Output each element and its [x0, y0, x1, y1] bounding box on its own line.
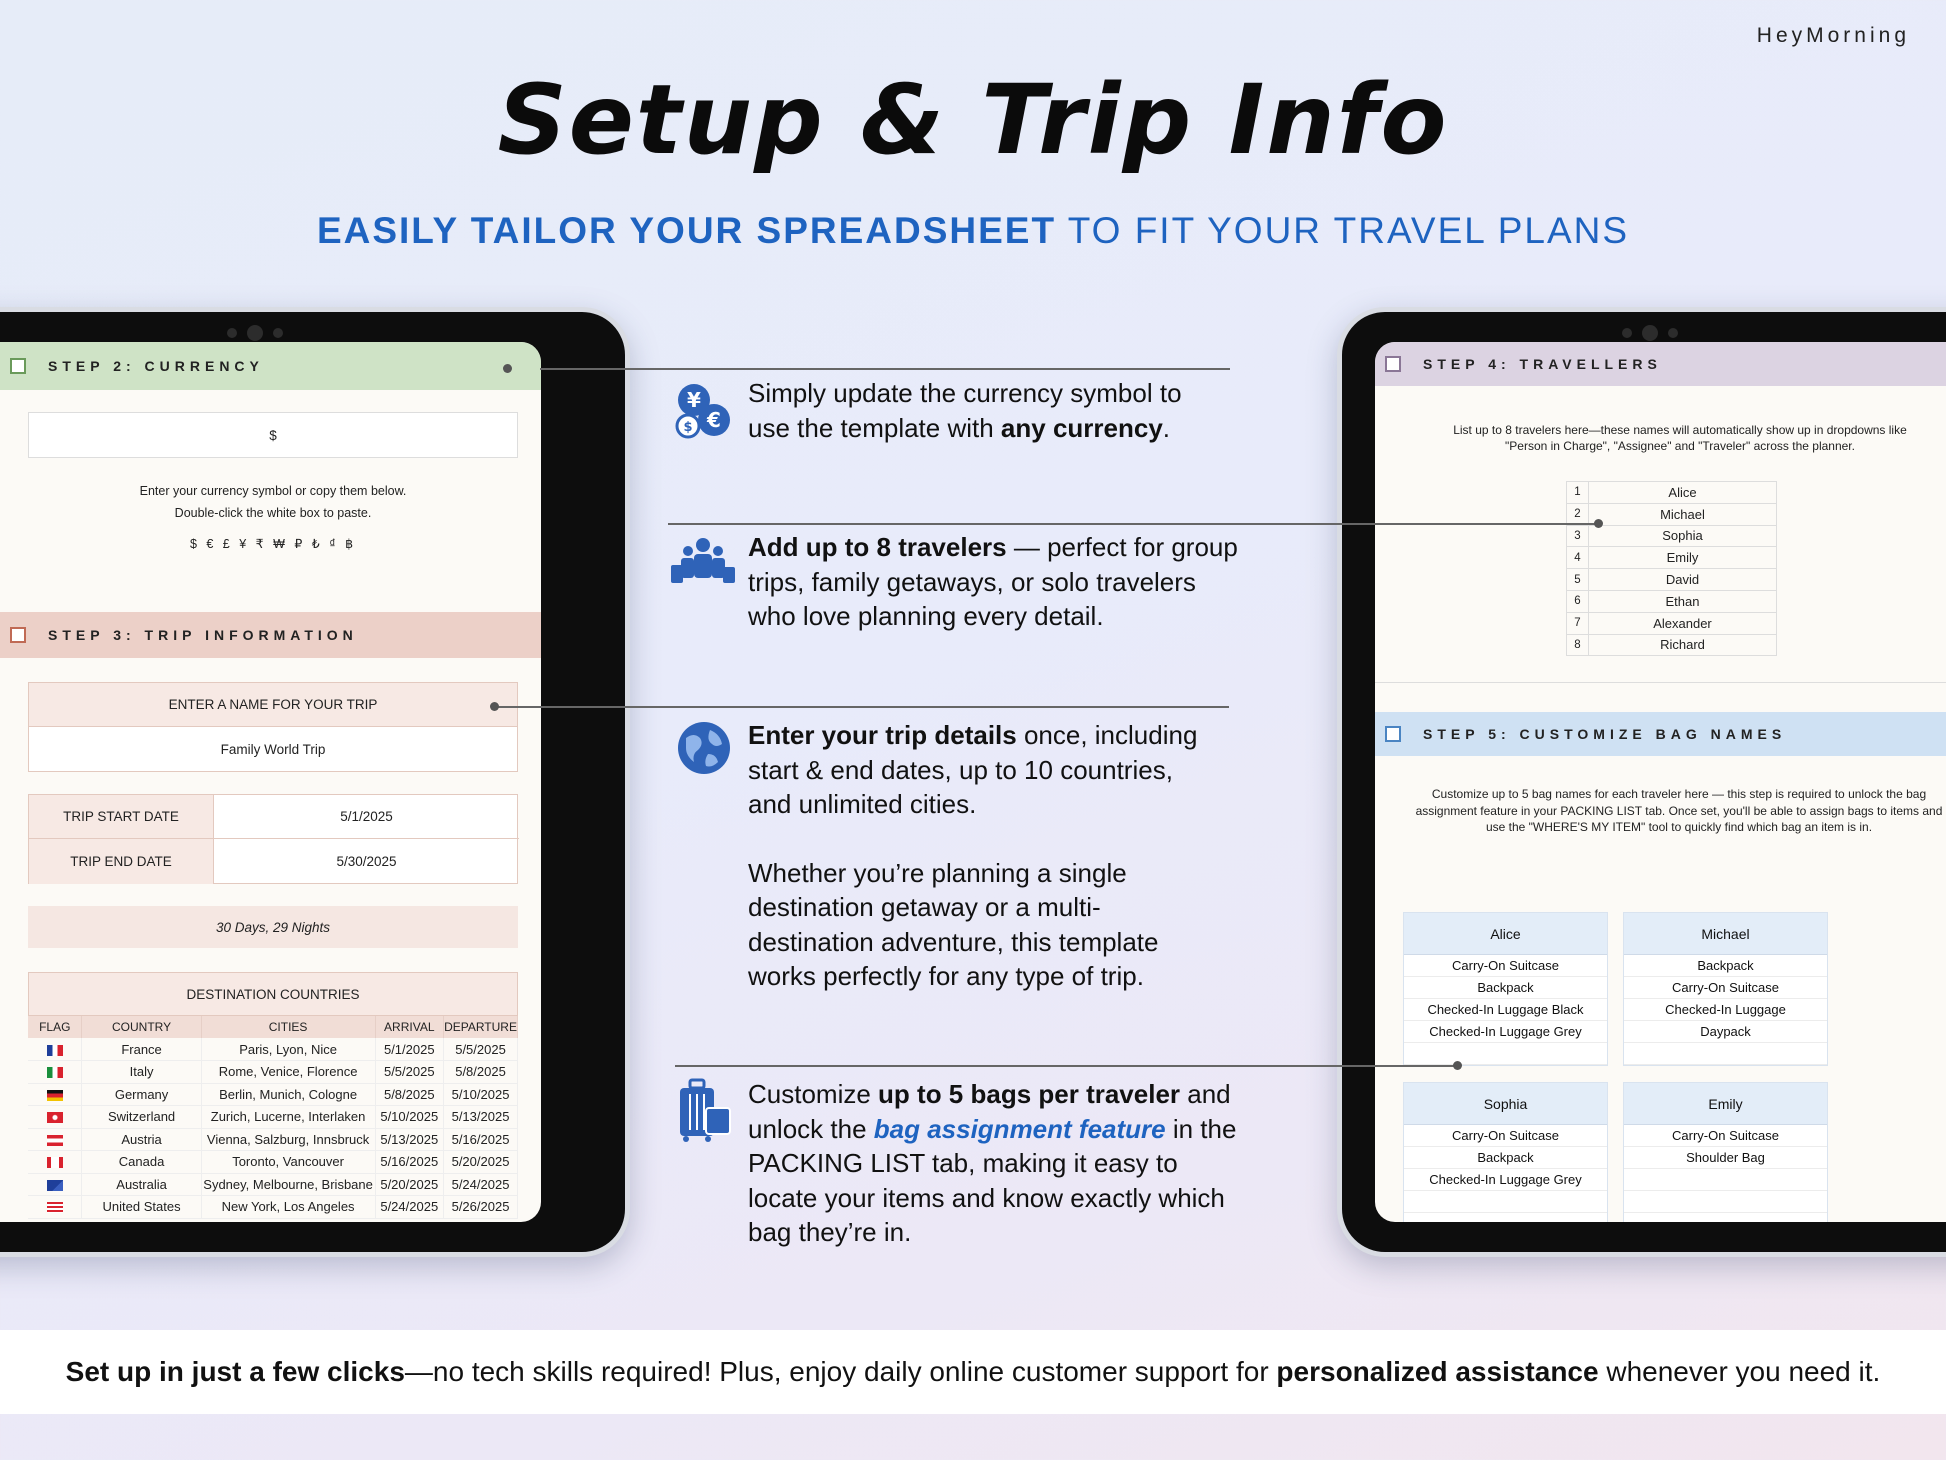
trip-dates-box [28, 794, 518, 884]
bag-name-cell[interactable] [1404, 1213, 1607, 1222]
feature-travelers-bold: Add up to 8 travelers [748, 532, 1007, 562]
bag-card-traveller: Michael [1624, 913, 1827, 955]
traveller-number: 8 [1567, 634, 1589, 656]
trip-duration: 30 Days, 29 Nights [28, 906, 518, 948]
start-date-input[interactable]: 5/1/2025 [214, 795, 519, 839]
dest-departure-cell[interactable]: 5/8/2025 [444, 1061, 518, 1084]
travellers-table [1566, 481, 1777, 656]
bag-name-cell[interactable] [1624, 1191, 1827, 1213]
luggage-icon [676, 1078, 732, 1142]
traveller-row [1567, 525, 1777, 547]
step4-header [1375, 342, 1946, 386]
svg-text:€: € [707, 408, 721, 432]
right-screen [1375, 342, 1946, 1222]
traveller-name-cell[interactable]: Alexander [1589, 612, 1777, 634]
dest-arrival-cell[interactable]: 5/10/2025 [375, 1106, 444, 1129]
left-screen [0, 342, 541, 1222]
travelers-icon [670, 535, 736, 587]
flag-cell [28, 1173, 82, 1196]
traveller-row [1567, 482, 1777, 504]
dest-departure-cell[interactable]: 5/24/2025 [444, 1173, 518, 1196]
feature-bags [748, 1077, 1238, 1250]
table-row [28, 1038, 518, 1061]
bag-name-cell[interactable]: Carry-On Suitcase [1404, 1125, 1607, 1147]
flag-cell [28, 1083, 82, 1106]
connector-dot [490, 702, 499, 711]
flag-cell [28, 1106, 82, 1129]
traveller-number: 2 [1567, 503, 1589, 525]
flag-ca-icon [47, 1157, 63, 1168]
bag-card [1623, 1082, 1828, 1222]
footer-banner [0, 1330, 1946, 1414]
flag-cell [28, 1196, 82, 1219]
dest-country-cell[interactable]: Australia [82, 1173, 201, 1196]
traveller-name-cell[interactable]: Emily [1589, 547, 1777, 569]
table-row [28, 1083, 518, 1106]
brand-logo: HeyMorning [1756, 24, 1910, 47]
step4-help-1: List up to 8 travelers here—these names will automatically show up in dropdowns like [1453, 423, 1907, 437]
dest-cities-cell[interactable]: Paris, Lyon, Nice [201, 1038, 375, 1061]
step5-checkbox[interactable] [1385, 726, 1401, 742]
table-row [28, 1106, 518, 1129]
connector-dot [503, 364, 512, 373]
connector-trip [494, 706, 1229, 708]
currency-help-2: Double-click the white box to paste. [174, 506, 372, 520]
dest-country-cell[interactable]: United States [82, 1196, 201, 1219]
dest-departure-cell[interactable]: 5/5/2025 [444, 1038, 518, 1061]
dest-departure-cell[interactable]: 5/26/2025 [444, 1196, 518, 1219]
step5-title: STEP 5: CUSTOMIZE BAG NAMES [1423, 726, 1787, 742]
bag-name-cell[interactable]: Checked-In Luggage [1624, 999, 1827, 1021]
traveller-number: 3 [1567, 525, 1589, 547]
bag-name-cell[interactable] [1624, 1169, 1827, 1191]
dest-header-cell: FLAG [28, 1016, 82, 1038]
step4-help [1405, 422, 1946, 454]
trip-name-input[interactable]: Family World Trip [220, 742, 326, 757]
step3-title: STEP 3: TRIP INFORMATION [48, 627, 358, 643]
bag-name-cell[interactable]: Backpack [1404, 977, 1607, 999]
bag-name-cell[interactable]: Backpack [1404, 1147, 1607, 1169]
feature-currency [748, 376, 1228, 445]
table-row [28, 1128, 518, 1151]
feature-trip-text: once, including start & end dates, up to 10 countries, and unlimited cities. [748, 720, 1198, 819]
dest-cities-cell[interactable]: Rome, Venice, Florence [201, 1061, 375, 1084]
trip-name-box [28, 682, 518, 772]
connector-dot [1453, 1061, 1462, 1070]
bag-card [1403, 912, 1608, 1066]
traveller-row [1567, 569, 1777, 591]
bag-name-cell[interactable]: Carry-On Suitcase [1624, 1125, 1827, 1147]
table-row [28, 1151, 518, 1174]
dest-departure-cell[interactable]: 5/10/2025 [444, 1083, 518, 1106]
traveller-row [1567, 612, 1777, 634]
feature-trip-para2: Whether you’re planning a single destination getaway or a multi-destination adventure, this template works perfectly for any type of trip. [748, 857, 1159, 991]
dest-departure-cell[interactable]: 5/16/2025 [444, 1128, 518, 1151]
dest-country-cell[interactable]: Italy [82, 1061, 201, 1084]
bag-name-cell[interactable] [1404, 1043, 1607, 1065]
bag-name-cell[interactable]: Checked-In Luggage Grey [1404, 1021, 1607, 1043]
footer-bold-1: Set up in just a few clicks [65, 1356, 405, 1387]
step4-help-2: "Person in Charge", "Assignee" and "Traveler" across the planner. [1505, 439, 1855, 453]
left-tablet [0, 307, 630, 1257]
globe-icon [676, 720, 732, 776]
dest-header-cell: DEPARTURE [444, 1016, 518, 1038]
currency-input[interactable] [28, 412, 518, 458]
dest-arrival-cell[interactable]: 5/5/2025 [375, 1061, 444, 1084]
traveller-name-cell[interactable]: Michael [1589, 503, 1777, 525]
dest-arrival-cell[interactable]: 5/20/2025 [375, 1173, 444, 1196]
dest-country-cell[interactable]: Germany [82, 1083, 201, 1106]
bag-card-traveller: Sophia [1404, 1083, 1607, 1125]
traveller-name-cell[interactable]: Sophia [1589, 525, 1777, 547]
feature-trip-bold: Enter your trip details [748, 720, 1017, 750]
currency-value: $ [269, 427, 277, 443]
dest-cities-cell[interactable]: Berlin, Munich, Cologne [201, 1083, 375, 1106]
dest-cities-cell[interactable]: Zurich, Lucerne, Interlaken [201, 1106, 375, 1129]
bag-name-cell[interactable] [1624, 1043, 1827, 1065]
flag-au-icon [47, 1180, 63, 1191]
traveller-number: 5 [1567, 569, 1589, 591]
svg-text:$: $ [683, 420, 693, 435]
bag-name-cell[interactable]: Shoulder Bag [1624, 1147, 1827, 1169]
traveller-name-cell[interactable]: Richard [1589, 634, 1777, 656]
flag-de-icon [47, 1090, 63, 1101]
bag-card-traveller: Emily [1624, 1083, 1827, 1125]
feature-bags-text2: and unlock the [748, 1079, 1231, 1144]
table-row [28, 1196, 518, 1219]
dest-departure-cell[interactable]: 5/13/2025 [444, 1106, 518, 1129]
traveller-row [1567, 547, 1777, 569]
traveller-name-cell[interactable]: Alice [1589, 482, 1777, 504]
dest-cities-cell[interactable]: Vienna, Salzburg, Innsbruck [201, 1128, 375, 1151]
dest-arrival-cell[interactable]: 5/16/2025 [375, 1151, 444, 1174]
traveller-number: 1 [1567, 482, 1589, 504]
dest-country-cell[interactable]: France [82, 1038, 201, 1061]
footer-text-1: —no tech skills required! Plus, enjoy daily online customer support for [404, 1356, 1277, 1387]
feature-currency-text2: . [1162, 412, 1171, 443]
connector-dot [1594, 519, 1603, 528]
feature-currency-text1: Simply update the currency symbol to use the template with [748, 378, 1182, 443]
bag-name-cell[interactable]: Checked-In Luggage Black [1404, 999, 1607, 1021]
step3-checkbox[interactable] [10, 627, 26, 643]
trip-name-label: ENTER A NAME FOR YOUR TRIP [29, 683, 517, 727]
bag-name-cell[interactable]: Checked-In Luggage Grey [1404, 1169, 1607, 1191]
dest-country-cell[interactable]: Austria [82, 1128, 201, 1151]
camera [1622, 326, 1678, 340]
bag-card [1623, 912, 1828, 1066]
page-subtitle [0, 210, 1946, 252]
currency-symbols: $ € £ ¥ ₹ ₩ ₽ ₺ ₫ ฿ [189, 537, 357, 551]
end-date-label: TRIP END DATE [29, 839, 214, 884]
currency-exchange-icon [672, 380, 734, 442]
dest-arrival-cell[interactable]: 5/1/2025 [375, 1038, 444, 1061]
bag-name-cell[interactable]: Carry-On Suitcase [1624, 977, 1827, 999]
traveller-number: 6 [1567, 590, 1589, 612]
dest-header-cell: ARRIVAL [375, 1016, 444, 1038]
bag-name-cell[interactable] [1624, 1213, 1827, 1222]
traveller-number: 7 [1567, 612, 1589, 634]
flag-cell [28, 1038, 82, 1061]
flag-it-icon [47, 1067, 63, 1078]
destinations-title: DESTINATION COUNTRIES [28, 972, 518, 1016]
end-date-input[interactable]: 5/30/2025 [336, 854, 397, 869]
bag-card [1403, 1082, 1608, 1222]
page-title: Setup & Trip Info [497, 64, 1449, 176]
currency-help-1: Enter your currency symbol or copy them below. [139, 484, 407, 498]
right-tablet [1337, 307, 1946, 1257]
step2-checkbox[interactable] [10, 358, 26, 374]
dest-departure-cell[interactable]: 5/20/2025 [444, 1151, 518, 1174]
feature-travelers-text: — perfect for group trips, family getaways, or solo travelers who love planning every detail. [748, 532, 1238, 631]
step5-help: Customize up to 5 bag names for each traveler here — this step is required to unlock the bag assignment feature in your PACKING LIST tab. Once set, you'll be able to assign bags to items and use the "WHERE'S MY ITEM" tool to quickly find which bag an item is in. [1415, 787, 1943, 834]
step2-header [0, 342, 541, 390]
dest-arrival-cell[interactable]: 5/24/2025 [375, 1196, 444, 1219]
svg-text:¥: ¥ [687, 388, 701, 412]
camera [227, 326, 283, 340]
footer-bold-2: personalized assistance [1276, 1356, 1599, 1387]
traveller-name-cell[interactable]: David [1589, 569, 1777, 591]
step5-header [1375, 712, 1946, 756]
step2-title: STEP 2: CURRENCY [48, 358, 264, 374]
feature-travelers [748, 530, 1238, 634]
bag-assignment-link[interactable]: bag assignment feature [873, 1113, 1166, 1144]
table-row [28, 1061, 518, 1084]
subtitle-rest: TO FIT YOUR TRAVEL PLANS [1056, 210, 1630, 251]
flag-cell [28, 1061, 82, 1084]
bag-name-cell[interactable] [1404, 1191, 1607, 1213]
connector-currency [540, 368, 1230, 370]
feature-bags-bold: up to 5 bags per traveler [878, 1079, 1181, 1109]
destinations-table [28, 1016, 518, 1219]
traveller-row [1567, 590, 1777, 612]
dest-country-cell[interactable]: Switzerland [82, 1106, 201, 1129]
dest-country-cell[interactable]: Canada [82, 1151, 201, 1174]
dest-arrival-cell[interactable]: 5/8/2025 [375, 1083, 444, 1106]
bag-name-cell[interactable]: Carry-On Suitcase [1404, 955, 1607, 977]
step3-header [0, 612, 541, 658]
table-row [28, 1173, 518, 1196]
step4-title: STEP 4: TRAVELLERS [1423, 356, 1662, 372]
step4-checkbox[interactable] [1385, 356, 1401, 372]
subtitle-bold: EASILY TAILOR YOUR SPREADSHEET [316, 210, 1057, 251]
bag-name-cell[interactable]: Backpack [1624, 955, 1827, 977]
flag-at-icon [47, 1135, 63, 1146]
bag-card-traveller: Alice [1404, 913, 1607, 955]
start-date-label: TRIP START DATE [29, 795, 214, 839]
traveller-row [1567, 634, 1777, 656]
dest-header-cell: CITIES [201, 1016, 375, 1038]
traveller-name-cell[interactable]: Ethan [1589, 590, 1777, 612]
footer-text-2: whenever you need it. [1598, 1356, 1881, 1387]
flag-cell [28, 1128, 82, 1151]
flag-ch-icon [47, 1112, 63, 1123]
flag-us-icon [47, 1202, 63, 1213]
dest-arrival-cell[interactable]: 5/13/2025 [375, 1128, 444, 1151]
feature-bags-text3: in the PACKING LIST tab, making it easy to locate your items and know exactly which bag they’re in. [748, 1113, 1237, 1247]
traveller-number: 4 [1567, 547, 1589, 569]
flag-fr-icon [47, 1045, 63, 1056]
feature-trip [748, 718, 1218, 994]
dest-cities-cell[interactable]: Toronto, Vancouver [201, 1151, 375, 1174]
connector-travelers [668, 523, 1598, 525]
bag-name-cell[interactable]: Daypack [1624, 1021, 1827, 1043]
connector-bags [675, 1065, 1460, 1067]
flag-cell [28, 1151, 82, 1174]
feature-currency-bold: any currency [1000, 412, 1163, 443]
feature-bags-text1: Customize [748, 1079, 879, 1109]
dest-cities-cell[interactable]: Sydney, Melbourne, Brisbane [201, 1173, 375, 1196]
dest-header-cell: COUNTRY [82, 1016, 201, 1038]
dest-cities-cell[interactable]: New York, Los Angeles [201, 1196, 375, 1219]
